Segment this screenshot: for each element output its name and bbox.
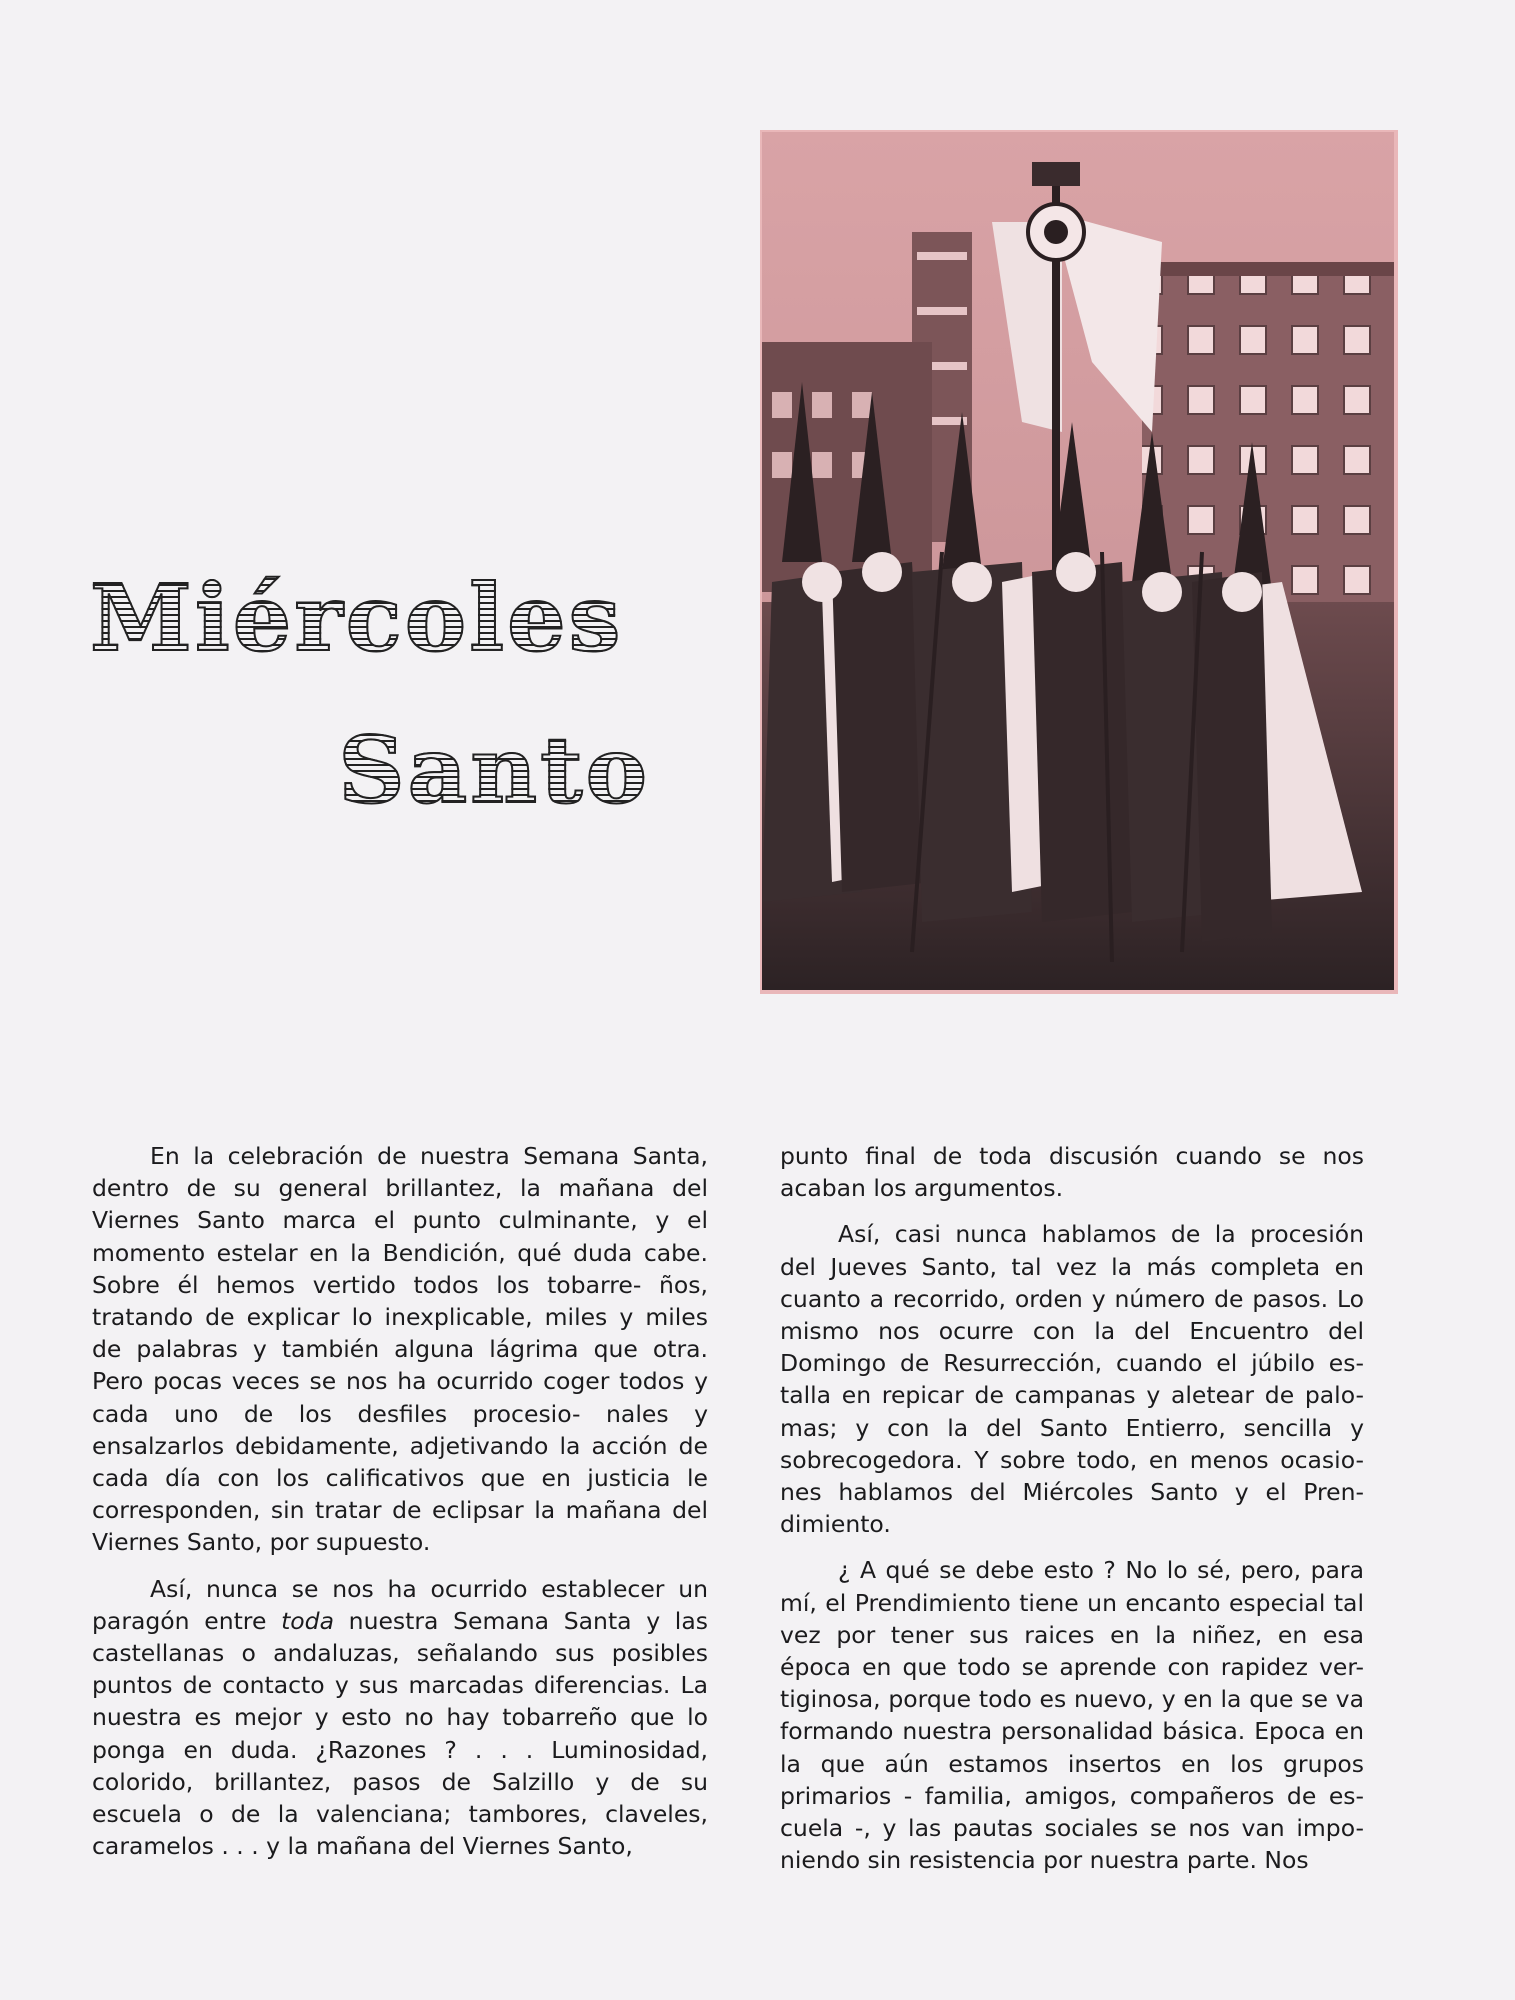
procession-photo-illustration (762, 132, 1394, 990)
paragraph-text: nuestra Semana Santa y las castellanas o andaluzas, señalando sus posibles puntos de contacto y sus marcadas diferencias. La nuestra es mejor y esto no hay tobarreño que lo ponga en duda. ¿Razones ? . . . Luminosidad, colorido, brillantez, pasos de Salzillo y de su escuela o de la valenciana; tambores, claveles, caramelos . . . y la mañana del Viernes Santo, (92, 1606, 708, 1861)
title-line-1: Miércoles (90, 563, 624, 672)
text-column-left (92, 1140, 708, 1876)
italic-word: toda (281, 1606, 334, 1635)
paragraph-text: Así, nunca se nos ha ocurrido establecer un paragón entre (92, 1574, 708, 1635)
photo-frame (760, 130, 1398, 994)
paragraph: ¿ A qué se debe esto ? No lo sé, pero, para mí, el Prendimiento tiene un encanto especial tal vez por tener sus raices en la niñez, en esa época en que todo se aprende con rapidez ver- tiginosa, porque todo es nuevo, y en la que se va formando nuestra personalidad básica. Epoca en la que aún estamos insertos en los grupos primarios - familia, amigos, compañeros de es- cuela -, y las pautas sociales se nos van impo- niendo sin resistencia por nuestra parte. Nos (780, 1556, 1364, 1875)
article-title (90, 542, 670, 846)
paragraph: punto final de toda discusión cuando se nos acaban los argumentos. (780, 1142, 1364, 1203)
paragraph (92, 1573, 708, 1863)
paragraph: En la celebración de nuestra Semana Santa, dentro de su general brillantez, la mañana del Viernes Santo marca el punto culminante, y el momento estelar en la Bendición, qué duda cabe. Sobre él hemos vertido todos los tobarre- ños, tratando de explicar lo inexplicable, miles y miles de palabras y también alguna lágrima que otra. Pero pocas veces se nos ha ocurrido coger todos y cada uno de los desfiles procesio- nales y ensalzarlos debidamente, adjetivando la acción de cada día con los calificativos que en justicia le corresponden, sin tratar de eclipsar la mañana del Viernes Santo, por supuesto. (92, 1142, 708, 1557)
title-line-2: Santo (338, 715, 650, 824)
procession-photo (762, 132, 1394, 990)
paragraph: Así, casi nunca hablamos de la procesión del Jueves Santo, tal vez la más completa en cuanto a recorrido, orden y número de pasos. Lo mismo nos ocurre con la del Encuentro del Domingo de Resurrección, cuando el júbilo es- talla en repicar de campanas y aletear de palo- mas; y con la del Santo Entierro, sencilla y sobrecogedora. Y sobre todo, en menos ocasio- nes hablamos del Miércoles Santo y el Pren- dimiento. (780, 1220, 1364, 1539)
text-column-right (780, 1140, 1364, 1890)
